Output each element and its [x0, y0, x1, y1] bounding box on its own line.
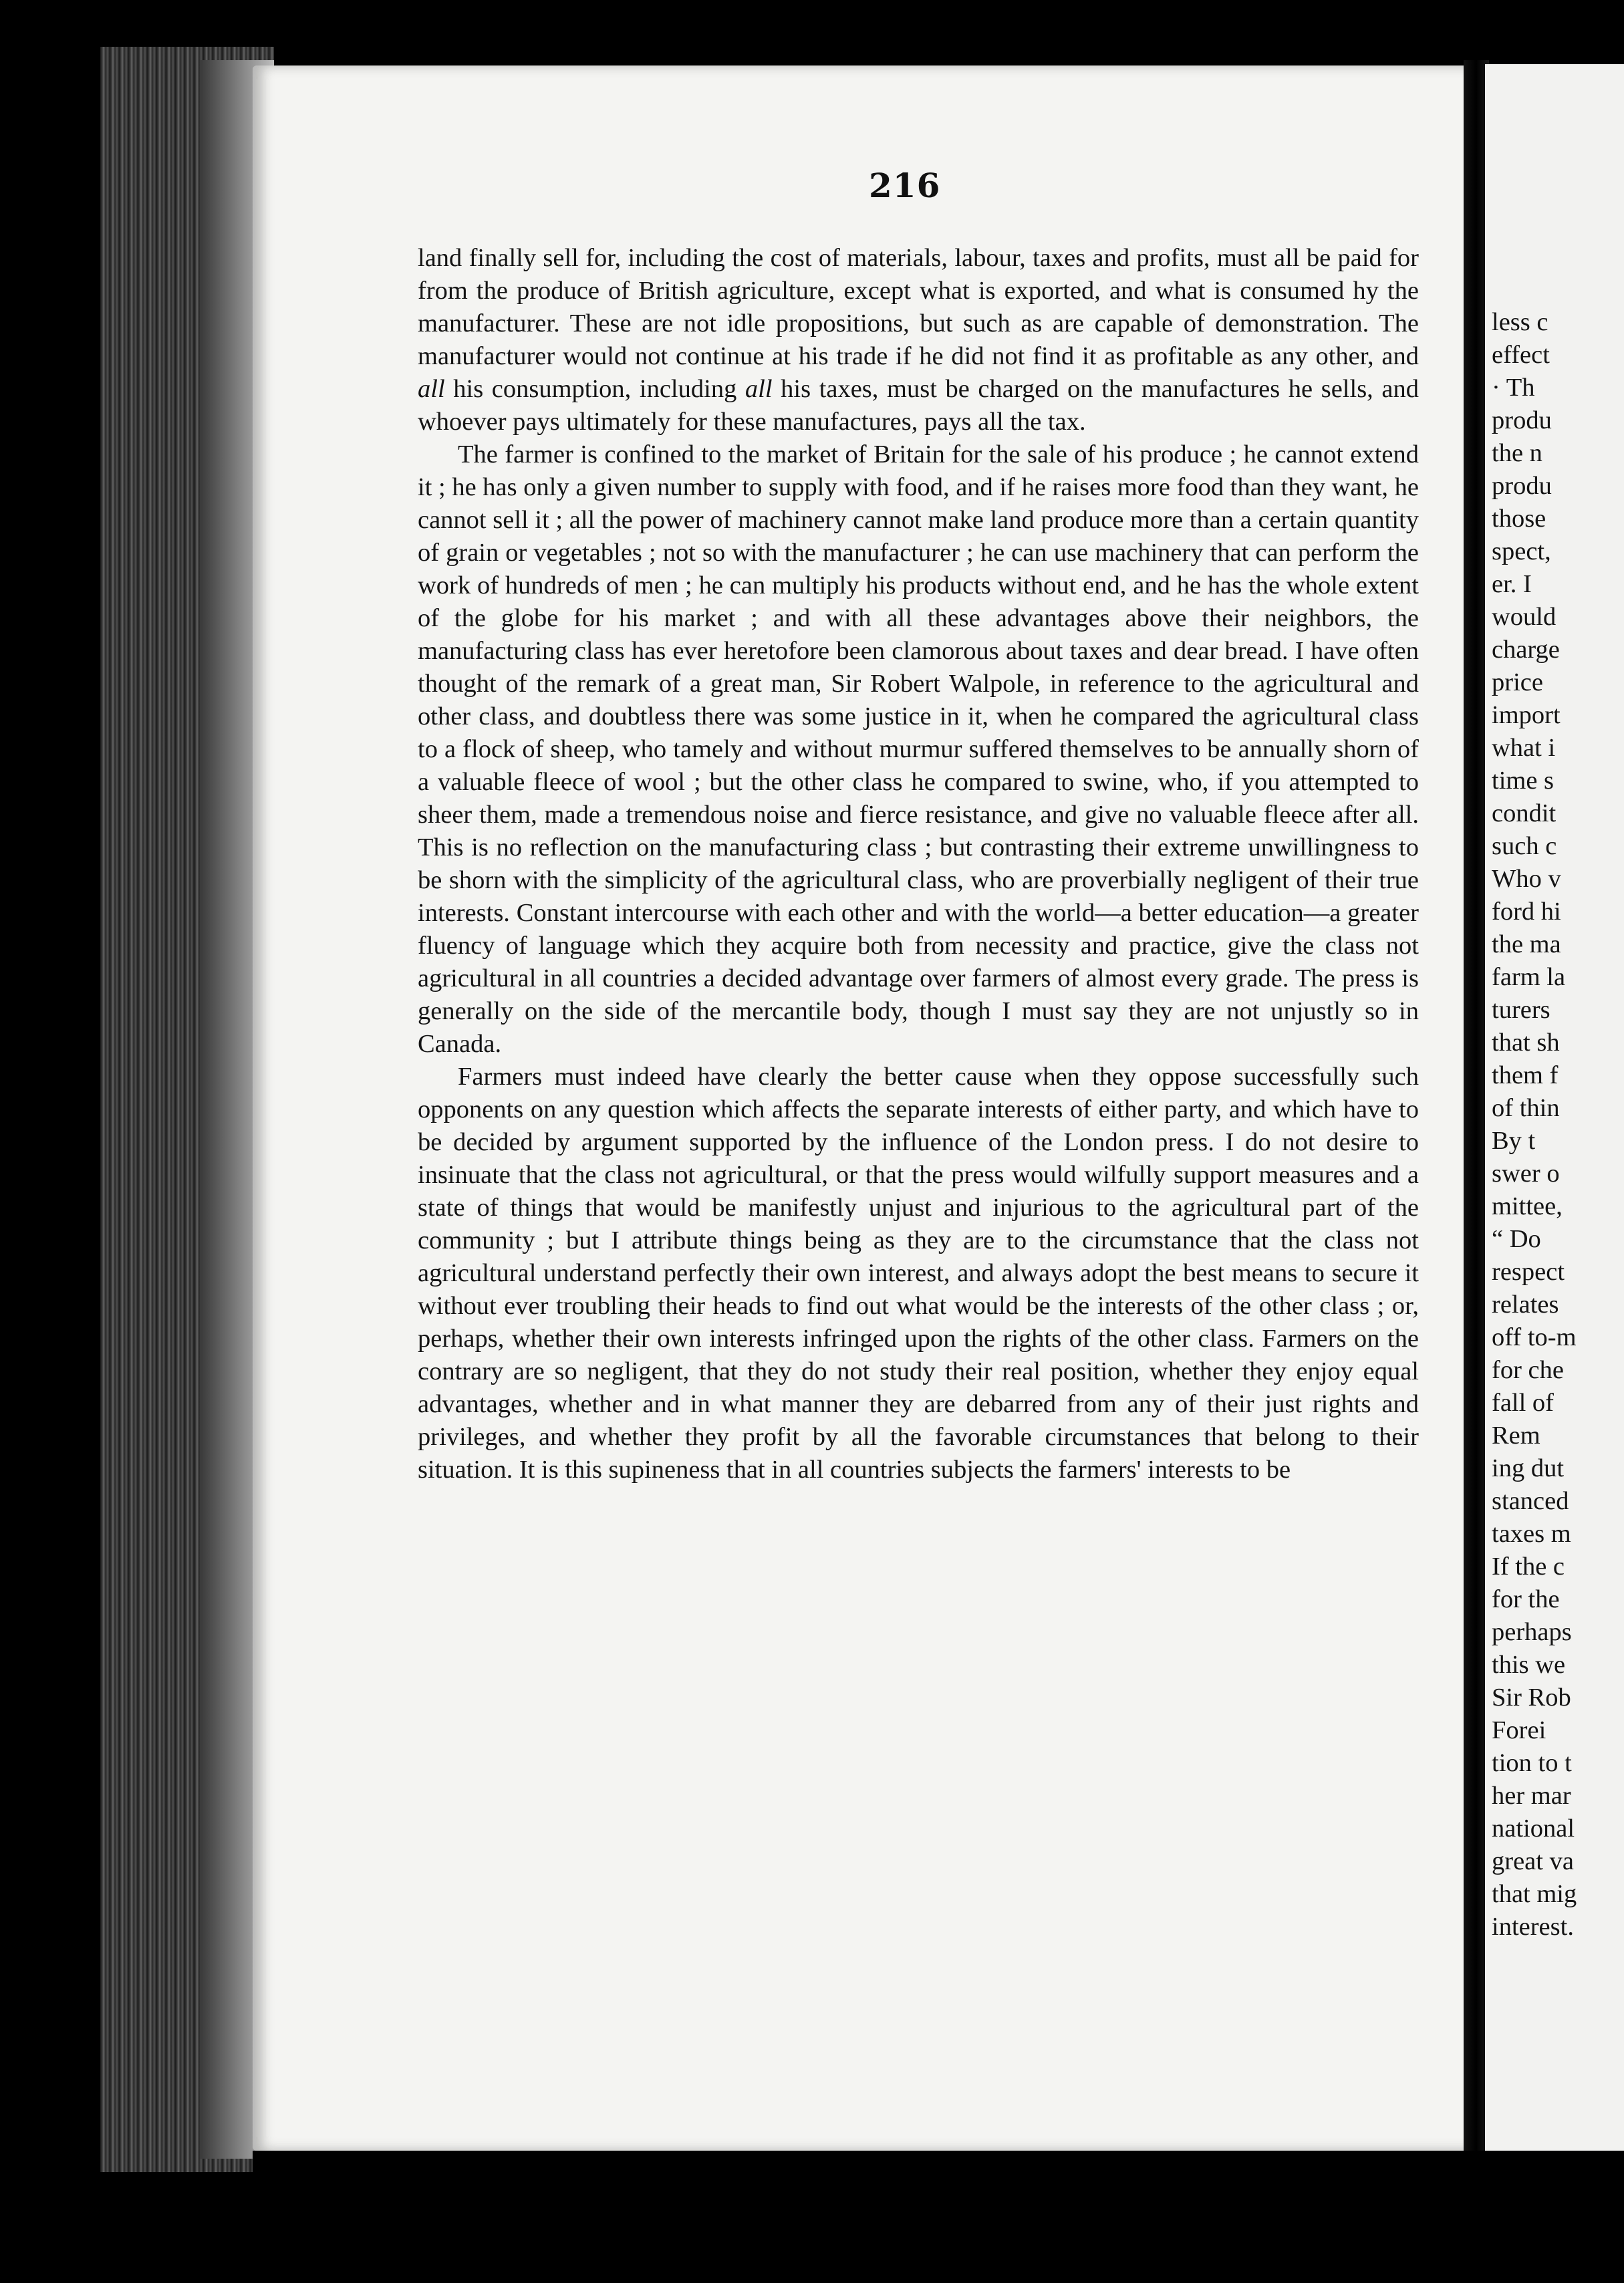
right-page-line-fragment: off to-m [1492, 1323, 1577, 1351]
right-page-line-fragment: tion to t [1492, 1749, 1572, 1777]
paragraph-1: land finally sell for, including the cost of materials, labour, taxes and profits, must all be paid for from the produce of British agriculture, except what is exported, and what is consumed hy the manufacturer. These are not idle propositions, but such as are capable of demonstration. The manufacturer would not continue at his trade if he did not find it as profitable as any other, and all his consumption, including all his taxes, must be charged on the manufactures he sells, and whoever pays ultimately for these manufactures, pays all the tax. [418, 244, 1419, 436]
paragraph-2: The farmer is confined to the market of Britain for the sale of his produce ; he cannot extend it ; he has only a given number to supply with food, and if he raises more food than they want, he cannot sell it ; all the power of machinery cannot make land produce more than a certain quantity of grain or vegetables ; not so with the manufacturer ; he can use machinery that can perform the work of hundreds of men ; he can multiply his products without end, and he has the whole extent of the globe for his market ; and with all these advantages above their neighbors, the manufacturing class has ever heretofore been clamorous about taxes and dear bread. I have often thought of the remark of a great man, Sir Robert Walpole, in reference to the agricultural and other class, and doubtless there was some justice in it, when he compared the agricultural class to a flock of sheep, who tamely and without murmur suffered themselves to be annually shorn of a valuable fleece of wool ; but the other class he compared to swine, who, if you attempted to sheer them, made a tremendous noise and fierce resistance, and give no valuable fleece after all. This is no reflection on the manufacturing class ; but contrasting their extreme unwillingness to be shorn with the simplicity of the agricultural class, who are proverbially negligent of their true interests. Constant intercourse with each other and with the world—a better education—a greater fluency of language which they acquire both from necessity and practice, give the class not agricultural in all countries a decided advantage over farmers of almost every grade. The press is generally on the side of the mercantile body, though I must say they are not unjustly so in Canada. [418, 440, 1419, 1058]
right-page-line-fragment: relates [1492, 1291, 1559, 1319]
right-page-line-fragment: for che [1492, 1356, 1564, 1384]
right-page-line-fragment: of thin [1492, 1094, 1560, 1122]
right-page-line-fragment: fall of [1492, 1389, 1554, 1417]
right-page-line-fragment: produ [1492, 472, 1552, 500]
right-page-line-fragment: national [1492, 1815, 1575, 1843]
right-page-line-fragment: import [1492, 701, 1561, 729]
right-page-line-fragment: perhaps [1492, 1618, 1572, 1646]
right-page-line-fragment: such c [1492, 832, 1557, 860]
right-page-line-fragment: By t [1492, 1127, 1536, 1155]
right-page-line-fragment: turers [1492, 996, 1550, 1024]
right-page-line-fragment: er. I [1492, 570, 1532, 598]
right-page-line-fragment: taxes m [1492, 1520, 1571, 1548]
right-page-line-fragment: great va [1492, 1847, 1574, 1875]
right-page-line-fragment: swer o [1492, 1160, 1560, 1188]
right-page-line-fragment: stanced [1492, 1487, 1569, 1515]
page-body-text [418, 242, 1419, 1486]
paragraph-3: Farmers must indeed have clearly the better cause when they oppose successfully such opponents on any question which affects the separate interests of either party, and which have to be decided by argument supported by the influence of the London press. I do not desire to insinuate that the class not agricultural, or that the press would wilfully support measures and a state of things that would be manifestly unjust and injurious to the agricultural part of the community ; but I attribute things being as they are to the circumstance that the class not agricultural understand perfectly their own interest, and always adopt the best means to secure it without ever troubling their heads to find out what would be the interests of the other class ; or, perhaps, whether their own interests infringed upon the rights of the other class. Farmers on the contrary are so negligent, that they do not study their real position, whether they enjoy equal advantages, whether and in what manner they are debarred from any of their just rights and privileges, and whether they profit by all the favorable circumstances that belong to their situation. It is this supineness that in all countries subjects the farmers' interests to be [418, 1063, 1419, 1484]
right-page-line-fragment: “ Do [1492, 1225, 1541, 1253]
right-page-line-fragment: time s [1492, 767, 1554, 795]
italic-emphasis: all [745, 375, 773, 403]
right-page-line-fragment: condit [1492, 799, 1557, 827]
right-page-line-fragment: respect [1492, 1258, 1565, 1286]
right-page-line-fragment: farm la [1492, 963, 1566, 991]
bottom-border [253, 2151, 1624, 2283]
right-page-line-fragment: those [1492, 505, 1546, 533]
right-page-line-fragment: ing dut [1492, 1454, 1565, 1482]
right-page-line-fragment: that mig [1492, 1880, 1577, 1908]
right-page-text [1492, 306, 1624, 1943]
right-page-line-fragment: Who v [1492, 865, 1561, 893]
right-page-line-fragment: would [1492, 603, 1557, 631]
right-page-line-fragment: charge [1492, 636, 1560, 664]
right-page-line-fragment: Rem [1492, 1422, 1540, 1450]
right-page-line-fragment: what i [1492, 734, 1556, 762]
right-page-line-fragment: ford hi [1492, 898, 1561, 926]
right-page-line-fragment: for the [1492, 1585, 1560, 1613]
right-page-line-fragment: the ma [1492, 930, 1561, 958]
right-page-line-fragment: interest. [1492, 1913, 1574, 1941]
right-page-partial [1485, 64, 1624, 2163]
right-page-line-fragment: her mar [1492, 1782, 1571, 1810]
right-page-line-fragment: If the c [1492, 1553, 1565, 1581]
right-page-line-fragment: · Th [1492, 374, 1535, 402]
page-number: 216 [869, 166, 941, 205]
right-page-line-fragment: mittee, [1492, 1192, 1563, 1220]
right-page-line-fragment: less c [1492, 308, 1548, 336]
italic-emphasis: all [418, 375, 445, 403]
right-page-line-fragment: the n [1492, 439, 1542, 467]
right-page-line-fragment: price [1492, 668, 1543, 696]
right-page-line-fragment: this we [1492, 1651, 1566, 1679]
right-page-line-fragment: produ [1492, 406, 1552, 434]
right-page-line-fragment: that sh [1492, 1029, 1560, 1057]
right-page-line-fragment: effect [1492, 341, 1550, 369]
right-page-line-fragment: Forei [1492, 1716, 1546, 1744]
right-page-line-fragment: Sir Rob [1492, 1684, 1571, 1712]
right-page-line-fragment: spect, [1492, 537, 1551, 565]
right-page-line-fragment: them f [1492, 1061, 1559, 1089]
